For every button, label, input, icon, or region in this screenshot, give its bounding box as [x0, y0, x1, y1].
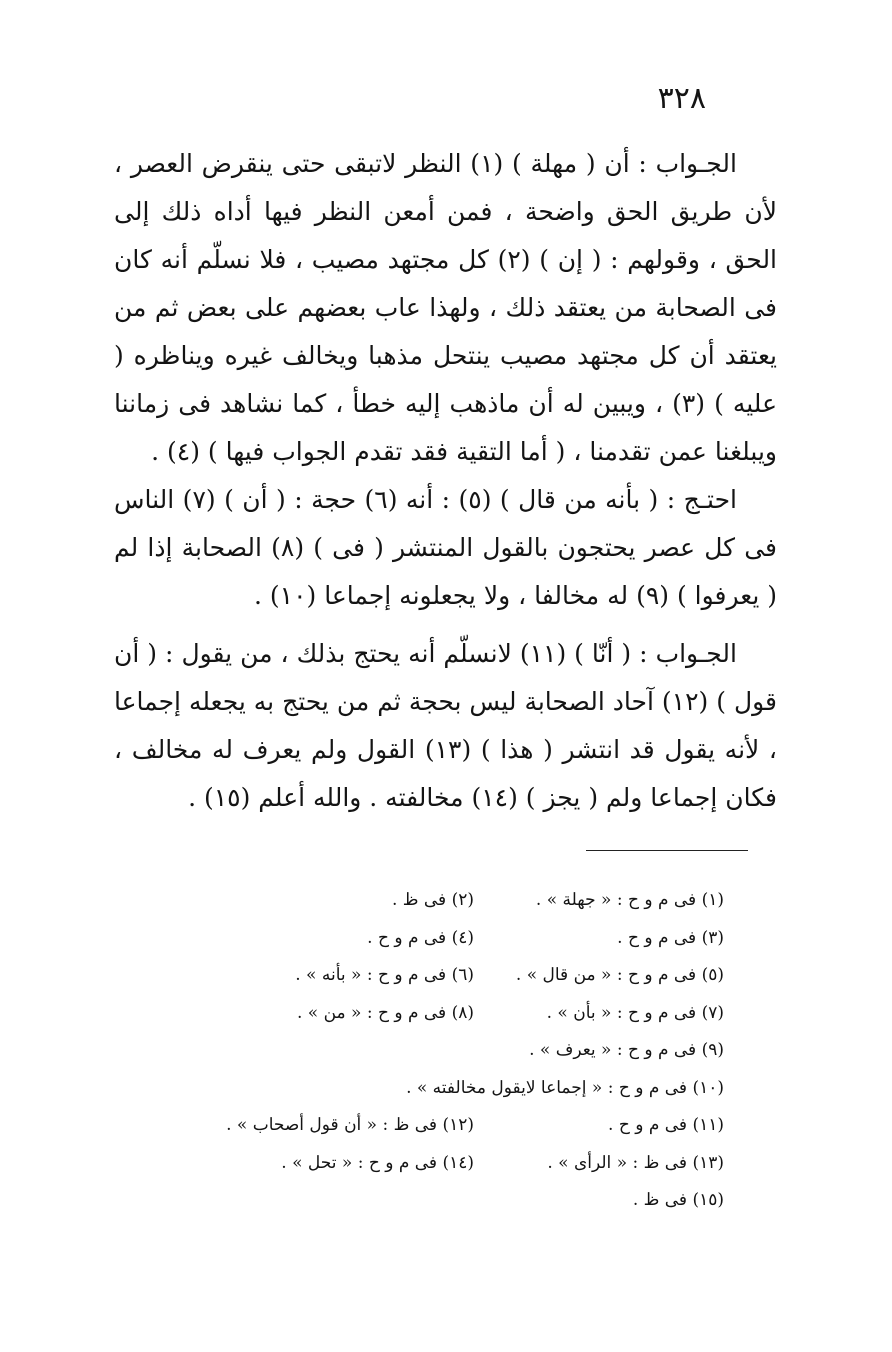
footnote-row — [164, 957, 724, 995]
footnote-row — [164, 920, 724, 958]
footnote-14: (١٤) فى م و ح : « تحل » . — [281, 1152, 474, 1173]
footnote-12: (١٢) فى ظ : « أن قول أصحاب » . — [226, 1115, 474, 1135]
main-text — [114, 140, 777, 822]
footnote-separator — [586, 850, 748, 851]
footnote-row — [164, 995, 724, 1033]
footnote-4: (٤) فى م و ح . — [367, 927, 474, 948]
footnote-15: (١٥) فى ظ . — [632, 1190, 724, 1210]
paragraph-answer-1: الجـواب : أن ( مهلة ) (١) النظر لاتبقى حتى ينقرض العصر ، لأن طريق الحق واضحة ، فمن أمعن النظر فيها أداه ذلك إلى الحق ، وقولهم : ( إن ) (٢) كل مجتهد مصيب ، فلا نسلّم أنه كان فى الصحابة من يعتقد ذلك ، ولهذا عاب بعضهم على بعض ثم من يعتقد أن كل مجتهد مصيب ينتحل مذهبا ويخالف غيره ويناظره ( عليه ) (٣) ، ويبين له أن ماذهب إليه خطأ ، كما نشاهد فى زماننا ويبلغنا عمن تقدمنا ، ( أما التقية فقد تقدم الجواب فيها ) (٤) . — [114, 149, 778, 466]
footnote-6: (٦) فى م و ح : « بأنه » . — [295, 965, 474, 985]
page-number: ٣٢٨ — [657, 81, 706, 116]
footnote-row — [164, 1032, 724, 1070]
footnote-row — [164, 1145, 724, 1183]
footnote-9: (٩) فى م و ح : « يعرف » . — [529, 1040, 724, 1060]
footnote-8: (٨) فى م و ح : « من » . — [296, 1002, 474, 1023]
paragraph-argument: احتـج : ( بأنه من قال ) (٥) : أنه (٦) حجة : ( أن ) (٧) الناس فى كل عصر يحتجون بالقول المنتشر ( فى ) (٨) الصحابة إذا لم ( يعرفوا ) (٩) له مخالفا ، ولا يجعلونه إجماعا (١٠) . — [114, 485, 777, 610]
footnote-11: (١١) فى م و ح . — [608, 1115, 724, 1135]
footnote-row — [164, 882, 724, 920]
footnote-row — [164, 1182, 724, 1220]
footnote-row — [164, 1070, 724, 1108]
footnote-row — [164, 1107, 724, 1145]
footnote-2: (٢) فى ظ . — [391, 890, 474, 910]
paragraph-answer-2: الجـواب : ( أنّا ) (١١) لانسلّم أنه يحتج بذلك ، من يقول : ( أن قول ) (١٢) آحاد الصحابة ليس بحجة ثم من يحتج به يجعله إجماعا ، لأنه يقول قد انتشر ( هذا ) (١٣) القول ولم يعرف له مخالف ، فكان إجماعا ولم ( يجز ) (١٤) مخالفته . والله أعلم (١٥) . — [114, 639, 777, 812]
footnotes — [164, 882, 724, 1220]
footnote-7: (٧) فى م و ح : « بأن » . — [546, 1002, 724, 1023]
footnote-10: (١٠) فى م و ح : « إجماعا لايقول مخالفته » . — [406, 1077, 724, 1098]
footnote-3: (٣) فى م و ح . — [617, 927, 724, 948]
footnote-1: (١) فى م و ح : « جهلة » . — [535, 890, 724, 910]
footnote-5: (٥) فى م و ح : « من قال » . — [515, 965, 724, 985]
footnote-13: (١٣) فى ظ : « الرأى » . — [547, 1152, 724, 1173]
